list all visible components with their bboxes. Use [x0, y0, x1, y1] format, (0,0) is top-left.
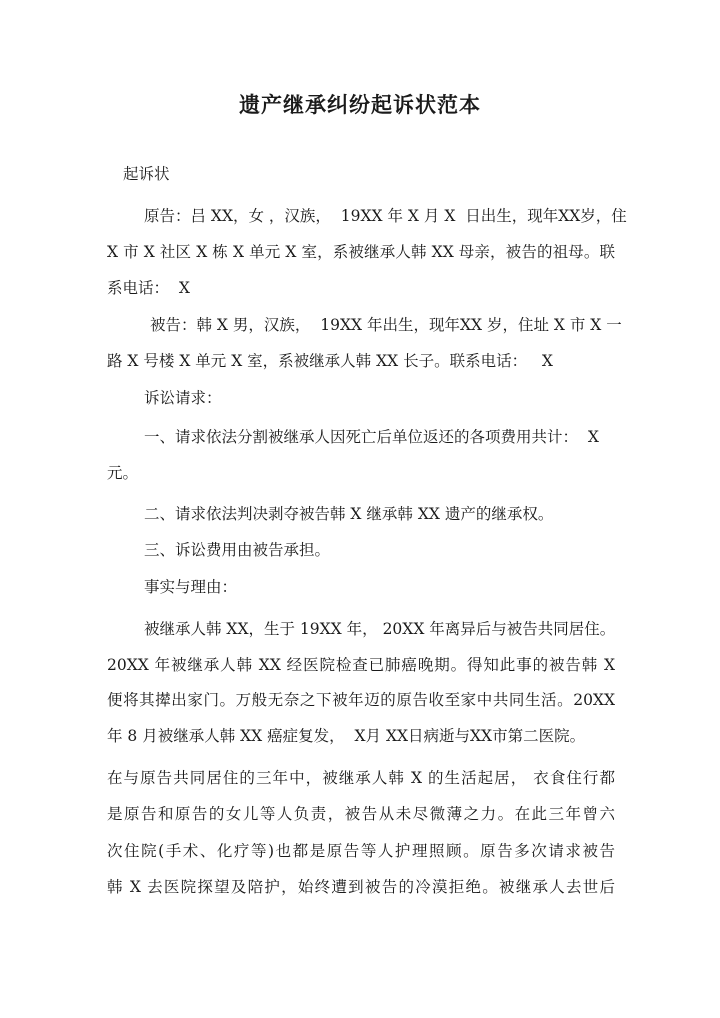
- facts-p2-line-3: 次住院(手术、化疗等)也都是原告等人护理照顾。原告多次请求被告: [107, 842, 615, 860]
- defendant-line-1: 被告：韩 X 男，汉族， 19XX 年出生，现年XX 岁，住址 X 市 X 一: [150, 316, 622, 334]
- facts-p1-line-4: 年 8 月被继承人韩 XX 癌症复发， X月 XX日病逝与XX市第二医院。: [107, 727, 586, 745]
- plaintiff-line-2: X 市 X 社区 X 栋 X 单元 X 室，系被继承人韩 XX 母亲，被告的祖母。联: [107, 243, 615, 261]
- facts-p2-line-1: 在与原告共同居住的三年中，被继承人韩 X 的生活起居， 衣食住行都: [107, 769, 615, 787]
- facts-p1-line-2: 20XX 年被继承人韩 XX 经医院检查已肺癌晚期。得知此事的被告韩 X: [107, 656, 615, 674]
- claim-1-line-1: 一、请求依法分割被继承人因死亡后单位返还的各项费用共计： X: [144, 428, 599, 446]
- claim-1-line-2: 元。: [107, 464, 139, 482]
- facts-p1-line-3: 便将其撵出家门。万般无奈之下被年迈的原告收至家中共同生活。20XX: [107, 691, 615, 709]
- claim-2: 二、请求依法判决剥夺被告韩 X 继承韩 XX 遗产的继承权。: [144, 505, 554, 523]
- claim-3: 三、诉讼费用由被告承担。: [144, 541, 331, 559]
- facts-p1-line-1: 被继承人韩 XX，生于 19XX 年， 20XX 年离异后与被告共同居住。: [144, 620, 616, 638]
- complaint-heading: 起诉状: [123, 165, 170, 183]
- plaintiff-line-3: 系电话： X: [107, 279, 190, 297]
- document-title: 遗产继承纠纷起诉状范本: [239, 93, 481, 117]
- defendant-line-2: 路 X 号楼 X 单元 X 室，系被继承人韩 XX 长子。联系电话： X: [107, 352, 553, 370]
- plaintiff-line-1: 原告：吕 XX，女 ，汉族， 19XX 年 X 月 X 日出生，现年XX岁，住: [144, 207, 627, 225]
- facts-p2-line-2: 是原告和原告的女儿等人负责，被告从未尽微薄之力。在此三年曾六: [107, 805, 615, 823]
- facts-heading: 事实与理由：: [144, 578, 238, 596]
- facts-p2-line-4: 韩 X 去医院探望及陪护，始终遭到被告的冷漠拒绝。被继承人去世后: [107, 878, 615, 896]
- claims-heading: 诉讼请求：: [144, 389, 222, 407]
